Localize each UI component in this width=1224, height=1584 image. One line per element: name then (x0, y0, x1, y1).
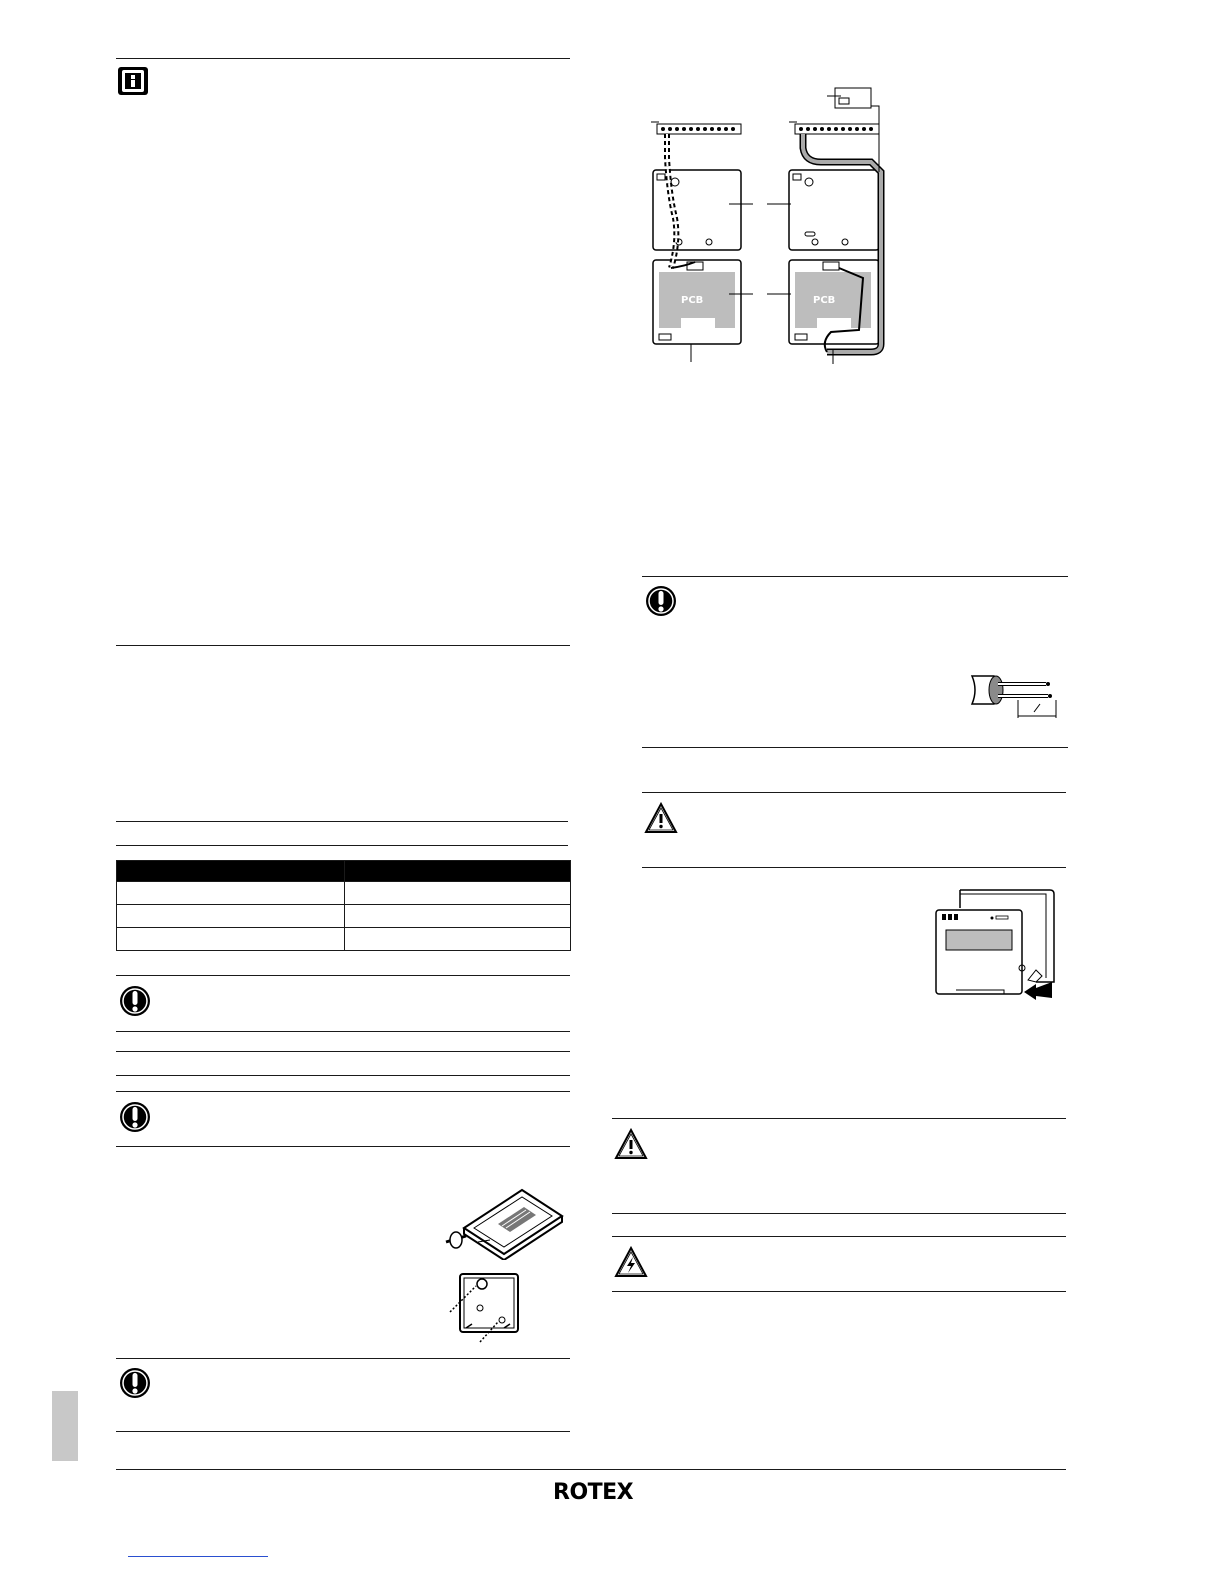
divider (612, 1291, 1066, 1292)
table-row (117, 928, 571, 951)
top-rule-left (116, 58, 570, 59)
electric-hazard-icon (614, 1246, 648, 1278)
divider (116, 1091, 570, 1092)
divider (116, 1031, 570, 1032)
divider (116, 1431, 570, 1432)
exclamation-circle-icon (644, 584, 678, 618)
warning-triangle-icon (644, 802, 678, 834)
divider (642, 792, 1066, 793)
exclamation-circle-icon (118, 984, 152, 1018)
divider (642, 576, 1068, 577)
info-icon (117, 66, 149, 96)
page-edge-tab (52, 1391, 78, 1461)
divider (116, 1075, 570, 1076)
divider (612, 1236, 1066, 1237)
spec-table (116, 860, 571, 951)
divider (116, 1146, 570, 1147)
divider (642, 867, 1066, 868)
divider (116, 1358, 570, 1359)
divider (116, 845, 568, 846)
exclamation-circle-icon (118, 1100, 152, 1134)
table-row (117, 905, 571, 928)
controller-mounting-illustration (932, 886, 1058, 1002)
divider (612, 1213, 1066, 1214)
warning-triangle-icon (614, 1128, 648, 1160)
pcb-label-left: PCB (681, 295, 704, 306)
remote-controller-illustration (444, 1180, 566, 1260)
divider (116, 821, 568, 822)
wiring-diagram-figure (645, 82, 895, 372)
table-header-row (117, 861, 571, 882)
pcb-label-right: PCB (813, 295, 836, 306)
cable-strip-illustration (968, 670, 1060, 722)
divider (642, 747, 1068, 748)
footer-rule (116, 1469, 1066, 1470)
table-row (117, 882, 571, 905)
back-plate-illustration (446, 1272, 522, 1346)
divider (116, 975, 570, 976)
divider (612, 1118, 1066, 1119)
brand-logo: ROTEX (553, 1480, 634, 1505)
bottom-link-underline (128, 1556, 268, 1557)
divider (116, 1051, 570, 1052)
divider (116, 645, 570, 646)
exclamation-circle-icon (118, 1366, 152, 1400)
